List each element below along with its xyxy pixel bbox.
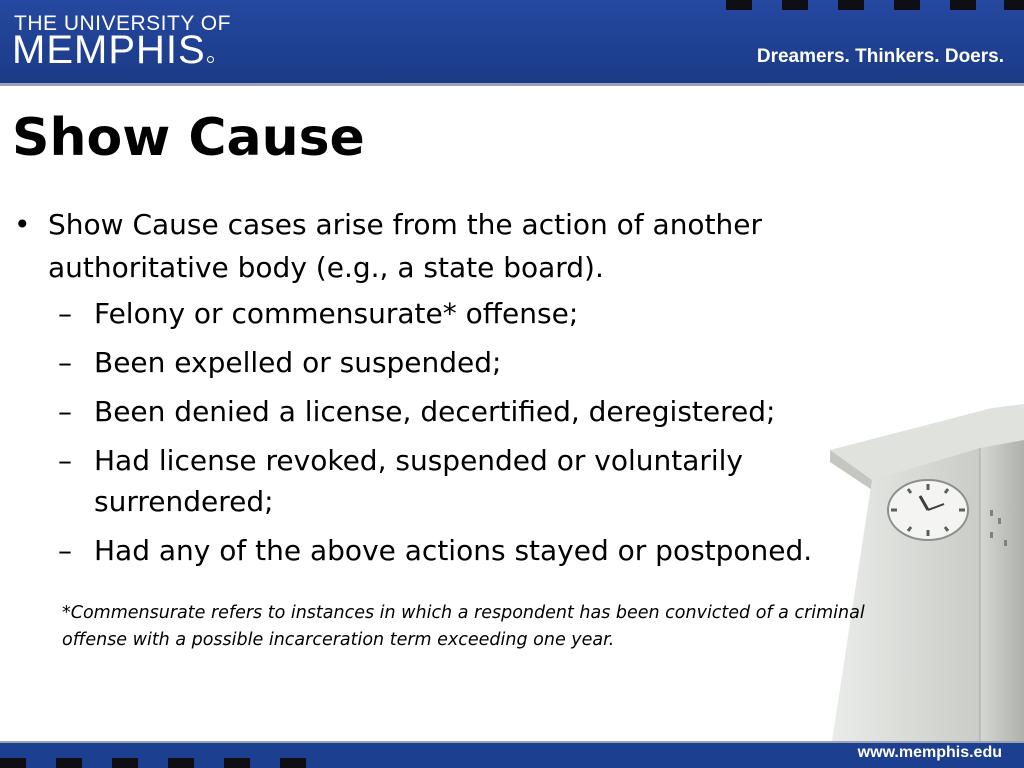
registered-mark-icon [207,56,214,63]
footnote: *Commensurate refers to instances in which a respondent has been convicted of a criminal offense with a possible incarceration term exceeding one year. [62,603,865,650]
checker-square [224,758,250,768]
checker-square [950,0,976,10]
checker-square [112,758,138,768]
list-item-text: Been denied a license, decertified, deregistered; [94,395,776,428]
list-item-text: Had any of the above actions stayed or postponed. [94,534,813,567]
en-dash-icon: – [58,444,72,477]
checker-square [56,758,82,768]
list-item [58,391,838,432]
header-band [0,0,1024,86]
en-dash-icon: – [58,297,72,330]
checker-square [726,0,752,10]
checker-square [168,758,194,768]
clock-tower-icon [812,400,1024,741]
main-bullet-text: Show Cause cases arise from the action of another authoritative body (e.g., a state board). [48,208,763,284]
footer-url-link[interactable]: www.memphis.edu [857,744,1002,761]
slide-title: Show Cause [12,108,365,168]
main-bullet [14,203,834,289]
checker-square [1004,0,1024,10]
list-item [58,440,838,522]
list-item [58,530,838,571]
bullet-dot-icon: • [14,208,31,241]
logo-memphis: MEMPHIS [12,28,206,72]
list-item [58,342,838,383]
sub-bullet-list [58,293,838,579]
en-dash-icon: – [58,346,72,379]
checker-square [782,0,808,10]
checker-square [280,758,306,768]
checker-square [0,758,26,768]
checker-square [894,0,920,10]
list-item-text: Been expelled or suspended; [94,346,502,379]
tagline: Dreamers. Thinkers. Doers. [756,46,1004,67]
checker-square [838,0,864,10]
logo-university-of: THE UNIVERSITY OF [14,12,231,35]
en-dash-icon: – [58,395,72,428]
list-item-text: Had license revoked, suspended or voluntarily surrendered; [94,444,744,518]
list-item-text: Felony or commensurate* offense; [94,297,579,330]
list-item [58,293,838,334]
en-dash-icon: – [58,534,72,567]
